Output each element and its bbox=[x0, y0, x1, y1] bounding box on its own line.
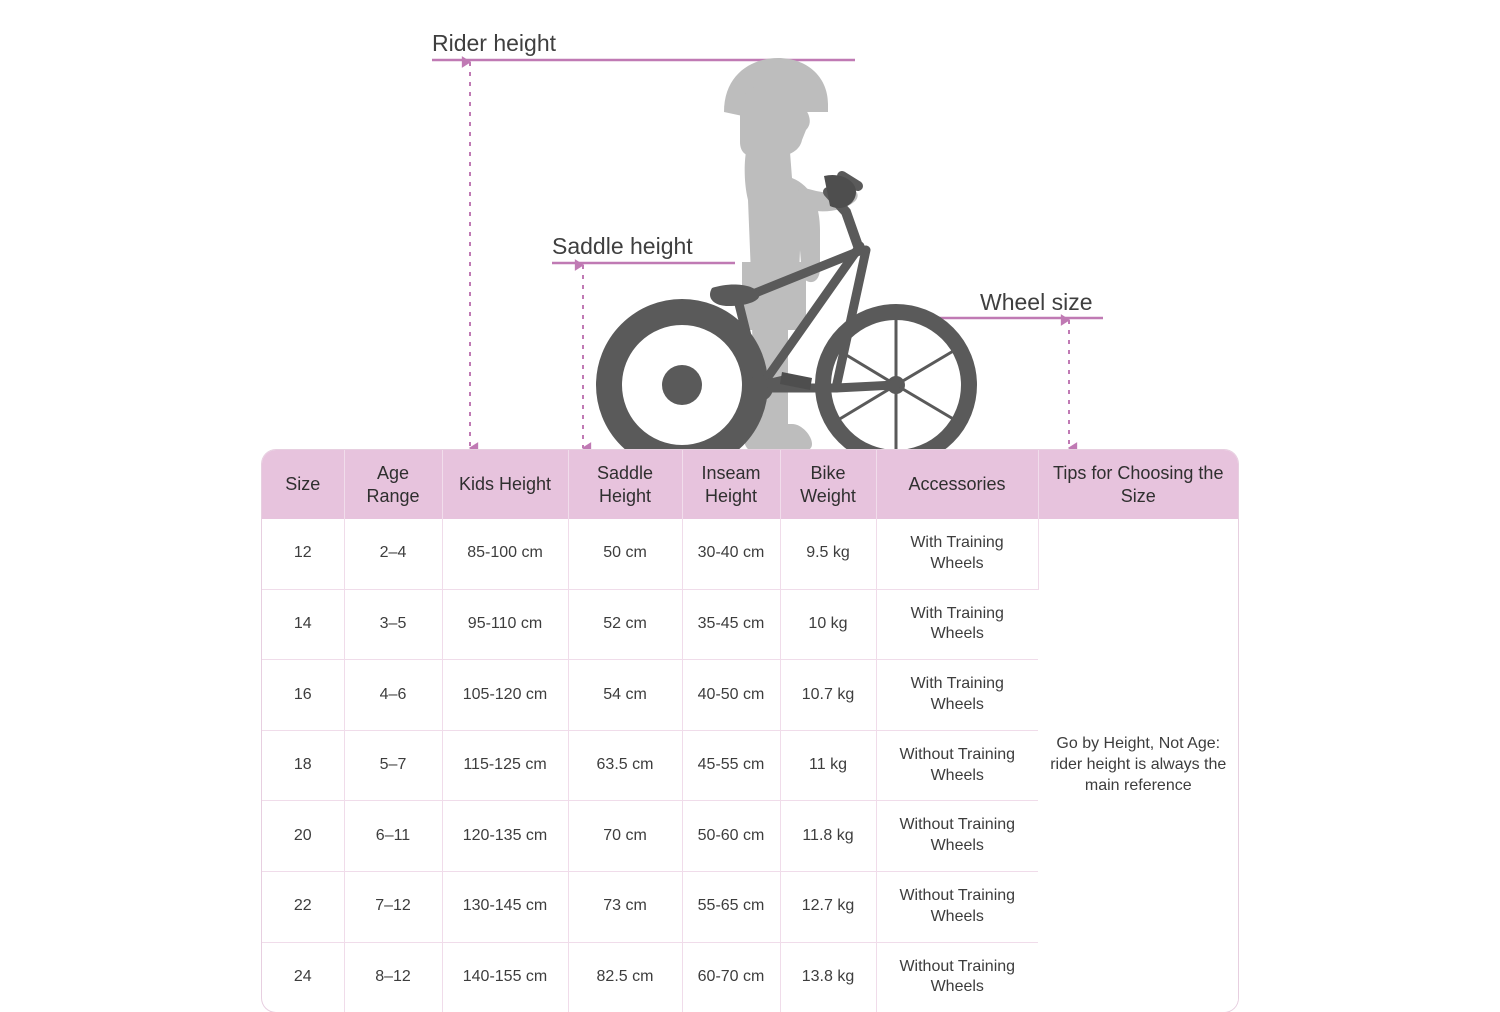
size-chart-table bbox=[262, 450, 1238, 1012]
cell-inseam-height: 60-70 cm bbox=[682, 942, 780, 1012]
cell-kids-height: 105-120 cm bbox=[442, 660, 568, 731]
cell-bike-weight: 11.8 kg bbox=[780, 801, 876, 872]
cell-inseam-height: 40-50 cm bbox=[682, 660, 780, 731]
cell-kids-height: 95-110 cm bbox=[442, 589, 568, 660]
column-header-accessories: Accessories bbox=[876, 450, 1038, 519]
cell-size: 22 bbox=[262, 871, 344, 942]
cell-accessories: With Training Wheels bbox=[876, 589, 1038, 660]
wheel-size-label: Wheel size bbox=[980, 289, 1093, 315]
cell-kids-height: 115-125 cm bbox=[442, 730, 568, 801]
cell-kids-height: 120-135 cm bbox=[442, 801, 568, 872]
cell-saddle-height: 70 cm bbox=[568, 801, 682, 872]
cell-age-range: 3–5 bbox=[344, 589, 442, 660]
table-row bbox=[262, 519, 1238, 589]
cell-bike-weight: 12.7 kg bbox=[780, 871, 876, 942]
cell-accessories: Without Training Wheels bbox=[899, 957, 1016, 996]
cell-bike-weight: 9.5 kg bbox=[780, 519, 876, 589]
cell-accessories: Without Training Wheels bbox=[876, 801, 1038, 872]
saddle-height-label: Saddle height bbox=[552, 233, 693, 259]
cell-inseam-height: 45-55 cm bbox=[682, 730, 780, 801]
cell-age-range: 5–7 bbox=[344, 730, 442, 801]
cell-size: 24 bbox=[262, 942, 344, 1012]
cell-saddle-height: 52 cm bbox=[568, 589, 682, 660]
cell-size: 20 bbox=[262, 801, 344, 872]
column-header-kids-height: Kids Height bbox=[442, 450, 568, 519]
column-header-size: Size bbox=[262, 450, 344, 519]
cell-accessories: Without Training Wheels bbox=[876, 871, 1038, 942]
cell-age-range: 4–6 bbox=[344, 660, 442, 731]
cell-kids-height: 130-145 cm bbox=[442, 871, 568, 942]
cell-size: 16 bbox=[262, 660, 344, 731]
cell-accessories: With Training Wheels bbox=[876, 519, 1038, 589]
table-header-row bbox=[262, 450, 1238, 519]
cell-saddle-height: 73 cm bbox=[568, 871, 682, 942]
cell-size: 12 bbox=[262, 519, 344, 589]
column-header-age-range: Age Range bbox=[344, 450, 442, 519]
cell-age-range: 8–12 bbox=[344, 942, 442, 1012]
cell-kids-height: 140-155 cm bbox=[442, 942, 568, 1012]
cell-accessories: With Training Wheels bbox=[876, 660, 1038, 731]
column-header-bike-weight: Bike Weight bbox=[780, 450, 876, 519]
cell-age-range: 6–11 bbox=[344, 801, 442, 872]
cell-bike-weight: 10.7 kg bbox=[780, 660, 876, 731]
cell-inseam-height: 35-45 cm bbox=[682, 589, 780, 660]
cell-accessories: Without Training Wheels bbox=[876, 730, 1038, 801]
cell-inseam-height: 50-60 cm bbox=[682, 801, 780, 872]
rider-height-label: Rider height bbox=[432, 30, 557, 56]
cell-age-range: 2–4 bbox=[344, 519, 442, 589]
cell-inseam-height: 55-65 cm bbox=[682, 871, 780, 942]
cell-kids-height: 85-100 cm bbox=[442, 519, 568, 589]
cell-bike-weight: 10 kg bbox=[780, 589, 876, 660]
size-chart-container bbox=[262, 450, 1238, 1012]
cell-age-range: 7–12 bbox=[344, 871, 442, 942]
cell-saddle-height: 54 cm bbox=[568, 660, 682, 731]
cell-size: 14 bbox=[262, 589, 344, 660]
column-header-saddle-height: Saddle Height bbox=[568, 450, 682, 519]
cell-size: 18 bbox=[262, 730, 344, 801]
bike-fit-illustration bbox=[0, 0, 1500, 460]
cell-saddle-height: 82.5 cm bbox=[568, 942, 682, 1012]
cell-inseam-height: 30-40 cm bbox=[682, 519, 780, 589]
cell-tips: Go by Height, Not Age: rider height is always the main reference bbox=[1038, 519, 1238, 1012]
column-header-tips: Tips for Choosing the Size bbox=[1038, 450, 1238, 519]
cell-saddle-height: 63.5 cm bbox=[568, 730, 682, 801]
cell-saddle-height: 50 cm bbox=[568, 519, 682, 589]
cell-bike-weight: 13.8 kg bbox=[780, 942, 876, 1012]
column-header-inseam-height: Inseam Height bbox=[682, 450, 780, 519]
cell-bike-weight: 11 kg bbox=[780, 730, 876, 801]
